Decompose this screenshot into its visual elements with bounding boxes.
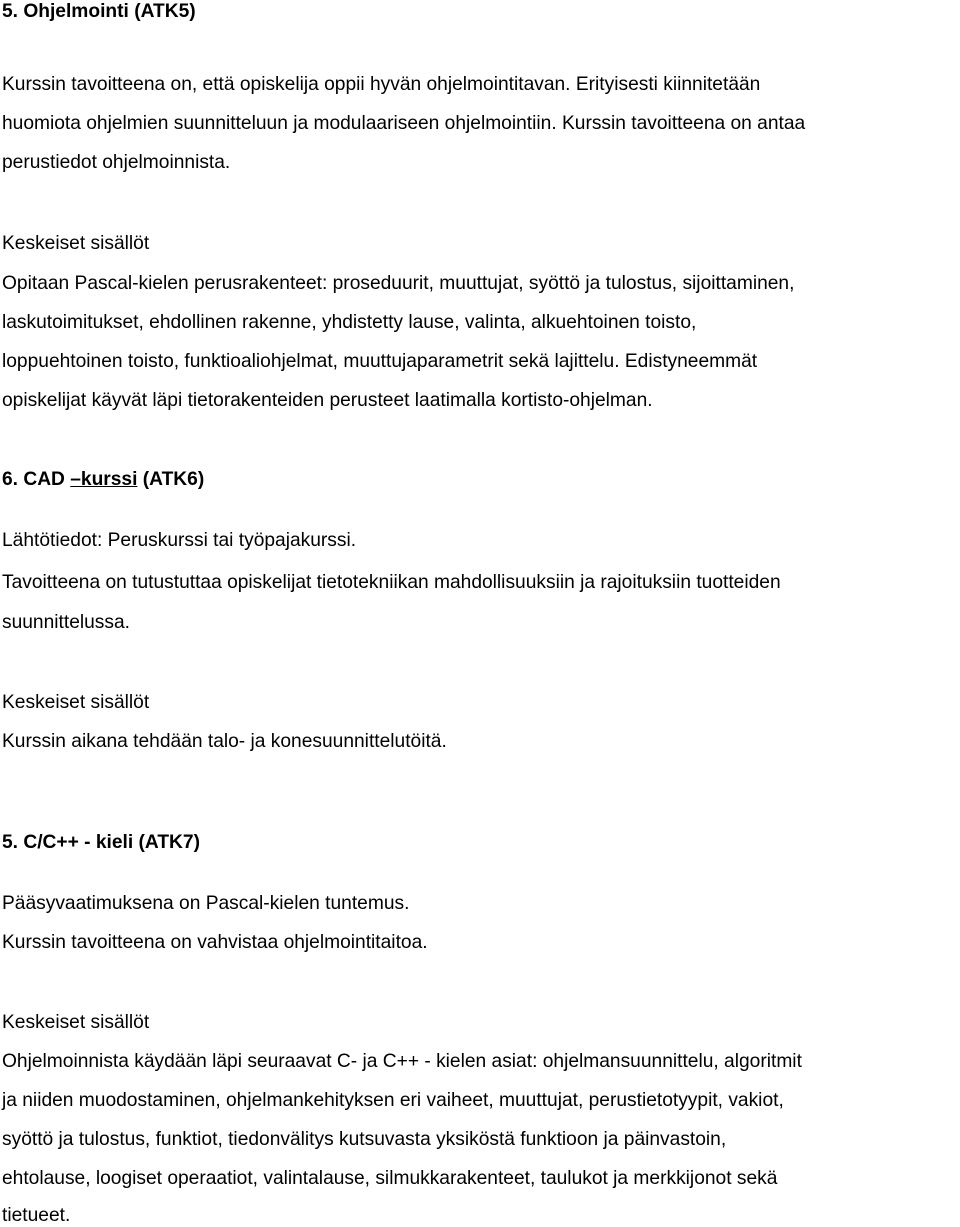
paragraph-line: huomiota ohjelmien suunnitteluun ja modulaariseen ohjelmointiin. Kurssin tavoitteena on antaa bbox=[2, 113, 806, 134]
prerequisite-line: Lähtötiedot: Peruskurssi tai työpajakurssi. bbox=[2, 530, 357, 551]
contents-label: Keskeiset sisällöt bbox=[2, 692, 150, 713]
section-heading-atk6 bbox=[2, 469, 204, 491]
paragraph-line: suunnittelussa. bbox=[2, 612, 130, 633]
requirement-line: Pääsyvaatimuksena on Pascal-kielen tuntemus. bbox=[2, 893, 410, 914]
paragraph-line: tietueet. bbox=[2, 1205, 71, 1226]
paragraph-line: Kurssin tavoitteena on vahvistaa ohjelmointitaitoa. bbox=[2, 932, 428, 953]
contents-label: Keskeiset sisällöt bbox=[2, 1012, 150, 1033]
paragraph-line: Kurssin tavoitteena on, että opiskelija oppii hyvän ohjelmointitavan. Erityisesti kiinnitetään bbox=[2, 74, 761, 95]
contents-label: Keskeiset sisällöt bbox=[2, 233, 150, 254]
section-heading-atk7: 5. C/C++ - kieli (ATK7) bbox=[2, 832, 200, 853]
paragraph-line: syöttö ja tulostus, funktiot, tiedonvälitys kutsuvasta yksiköstä funktioon ja päinvastoin, bbox=[2, 1129, 727, 1150]
paragraph-line: Kurssin aikana tehdään talo- ja konesuunnittelutöitä. bbox=[2, 731, 447, 752]
paragraph-line: Opitaan Pascal-kielen perusrakenteet: proseduurit, muuttujat, syöttö ja tulostus, sijoittaminen, bbox=[2, 273, 795, 294]
paragraph-line: opiskelijat käyvät läpi tietorakenteiden perusteet laatimalla kortisto-ohjelman. bbox=[2, 390, 653, 411]
heading-suffix: (ATK6) bbox=[137, 469, 205, 490]
paragraph-line: loppuehtoinen toisto, funktioaliohjelmat, muuttujaparametrit sekä lajittelu. Edistyneemmät bbox=[2, 351, 758, 372]
paragraph-line: Ohjelmoinnista käydään läpi seuraavat C- ja C++ - kielen asiat: ohjelmansuunnittelu, algoritmit bbox=[2, 1051, 802, 1072]
paragraph-line: perustiedot ohjelmoinnista. bbox=[2, 152, 231, 173]
paragraph-line: Tavoitteena on tutustuttaa opiskelijat tietotekniikan mahdollisuuksiin ja rajoituksiin tuotteiden bbox=[2, 572, 781, 593]
section-heading-atk5: 5. Ohjelmointi (ATK5) bbox=[2, 1, 196, 22]
paragraph-line: ja niiden muodostaminen, ohjelmankehityksen eri vaiheet, muuttujat, perustietotyypit, vakiot, bbox=[2, 1090, 784, 1111]
paragraph-line: laskutoimitukset, ehdollinen rakenne, yhdistetty lause, valinta, alkuehtoinen toisto, bbox=[2, 312, 697, 333]
heading-underlined: –kurssi bbox=[70, 469, 138, 490]
heading-prefix: 6. CAD bbox=[2, 469, 71, 490]
paragraph-line: ehtolause, loogiset operaatiot, valintalause, silmukkarakenteet, taulukot ja merkkijonot sekä bbox=[2, 1168, 778, 1189]
